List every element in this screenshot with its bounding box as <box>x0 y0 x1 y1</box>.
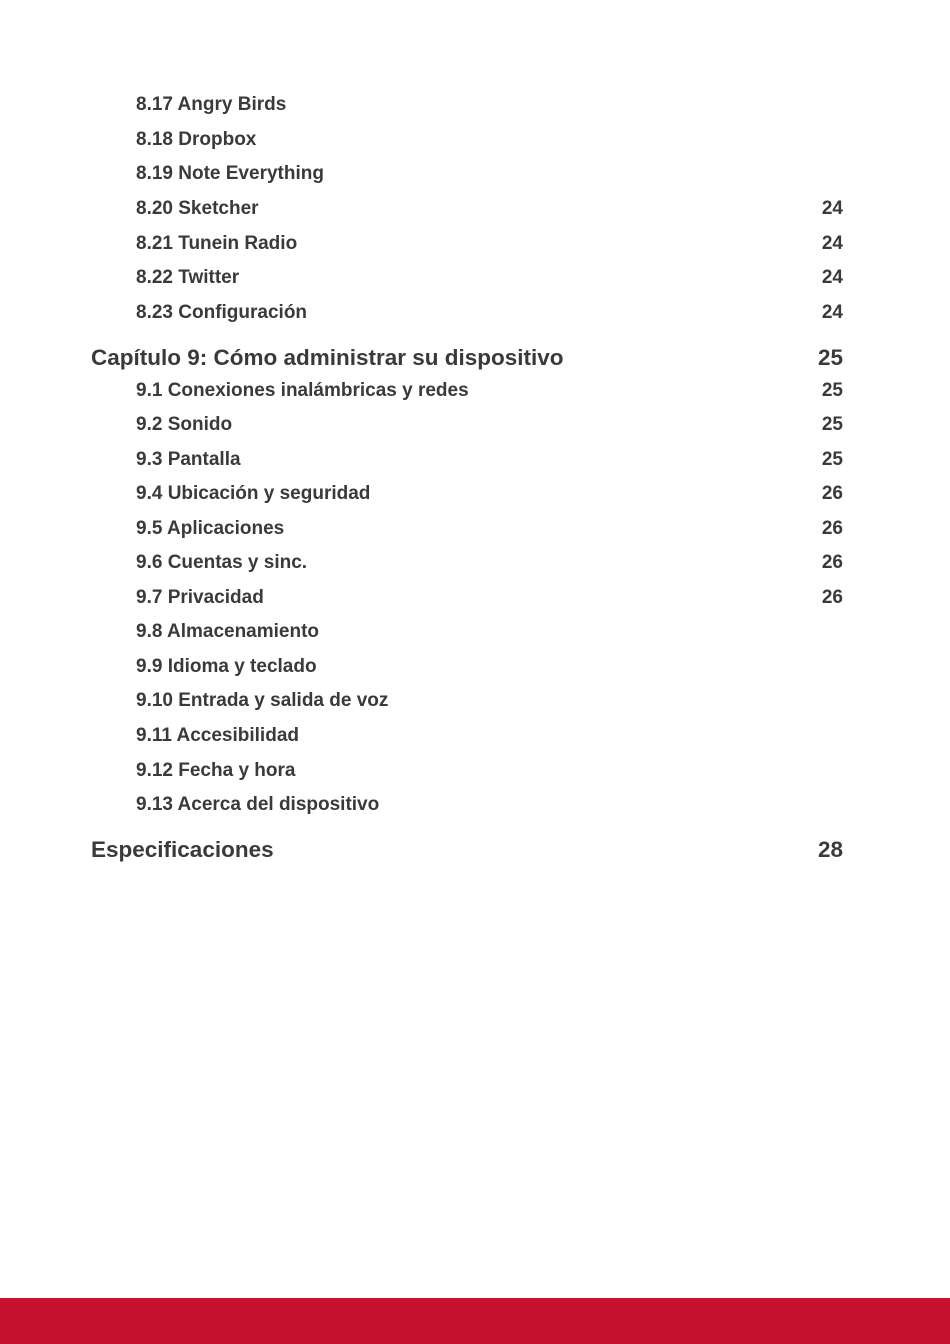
toc-entry-page: 24 <box>821 267 843 288</box>
toc-entry-title: 9.12 Fecha y hora <box>136 760 296 781</box>
toc-entry-8-23[interactable] <box>0 301 950 325</box>
toc-entry-page: 24 <box>821 233 843 254</box>
toc-entry-title: 9.4 Ubicación y seguridad <box>136 483 371 504</box>
toc-entry-page: 24 <box>821 302 843 323</box>
toc-entry-page: 24 <box>821 198 843 219</box>
toc-entry-page: 26 <box>821 483 843 504</box>
toc-chapter-9[interactable] <box>0 344 950 372</box>
toc-entry-8-21[interactable] <box>0 232 950 256</box>
toc-entry-page: 26 <box>821 587 843 608</box>
toc-entry-9-8[interactable] <box>0 620 950 644</box>
toc-entry-9-2[interactable] <box>0 413 950 437</box>
toc-entry-8-20[interactable] <box>0 197 950 221</box>
toc-entry-title: 8.20 Sketcher <box>136 198 259 219</box>
toc-entry-9-12[interactable] <box>0 759 950 783</box>
toc-entry-8-17[interactable] <box>0 93 950 117</box>
toc-chapter-title: Especificaciones <box>91 837 274 862</box>
toc-entry-page: 26 <box>821 552 843 573</box>
toc-entry-page: 26 <box>821 518 843 539</box>
toc-entry-8-19[interactable] <box>0 162 950 186</box>
toc-entry-title: 9.5 Aplicaciones <box>136 518 285 539</box>
toc-entry-9-10[interactable] <box>0 689 950 713</box>
toc-entry-title: 9.6 Cuentas y sinc. <box>136 552 308 573</box>
toc-entry-9-9[interactable] <box>0 655 950 679</box>
toc-entry-title: 8.19 Note Everything <box>136 163 324 184</box>
toc-entry-9-6[interactable] <box>0 551 950 575</box>
toc-entry-title: 9.8 Almacenamiento <box>136 621 320 642</box>
toc-entry-title: 9.1 Conexiones inalámbricas y redes <box>136 380 469 401</box>
toc-entry-9-11[interactable] <box>0 724 950 748</box>
toc-entry-title: 9.13 Acerca del dispositivo <box>136 794 380 815</box>
toc-entry-title: 9.10 Entrada y salida de voz <box>136 690 389 711</box>
toc-chapter-title: Capítulo 9: Cómo administrar su dispositivo <box>91 345 564 370</box>
toc-entry-title: 9.11 Accesibilidad <box>136 725 299 746</box>
toc-entry-title: 9.3 Pantalla <box>136 449 241 470</box>
toc-entry-title: 8.21 Tunein Radio <box>136 233 298 254</box>
toc-chapter-especificaciones[interactable] <box>0 836 950 864</box>
toc-entry-9-4[interactable] <box>0 482 950 506</box>
toc-entry-title: 8.23 Configuración <box>136 302 308 323</box>
toc-entry-9-7[interactable] <box>0 586 950 610</box>
toc-chapter-page: 25 <box>817 345 843 370</box>
toc-entry-9-3[interactable] <box>0 448 950 472</box>
toc-entry-title: 9.2 Sonido <box>136 414 233 435</box>
footer-bar <box>0 1298 950 1344</box>
toc-entry-page: 25 <box>821 414 843 435</box>
toc-entry-title: 9.9 Idioma y teclado <box>136 656 317 677</box>
toc-entry-9-5[interactable] <box>0 517 950 541</box>
toc-entry-9-13[interactable] <box>0 793 950 817</box>
toc-entry-8-18[interactable] <box>0 128 950 152</box>
toc-entry-title: 8.22 Twitter <box>136 267 240 288</box>
toc-entry-title: 9.7 Privacidad <box>136 587 264 608</box>
toc-entry-page: 25 <box>821 449 843 470</box>
toc-entry-9-1[interactable] <box>0 379 950 403</box>
toc-chapter-page: 28 <box>817 837 843 862</box>
toc-entry-title: 8.17 Angry Birds <box>136 94 287 115</box>
toc-entry-8-22[interactable] <box>0 266 950 290</box>
toc-entry-title: 8.18 Dropbox <box>136 129 257 150</box>
toc-entry-page: 25 <box>821 380 843 401</box>
